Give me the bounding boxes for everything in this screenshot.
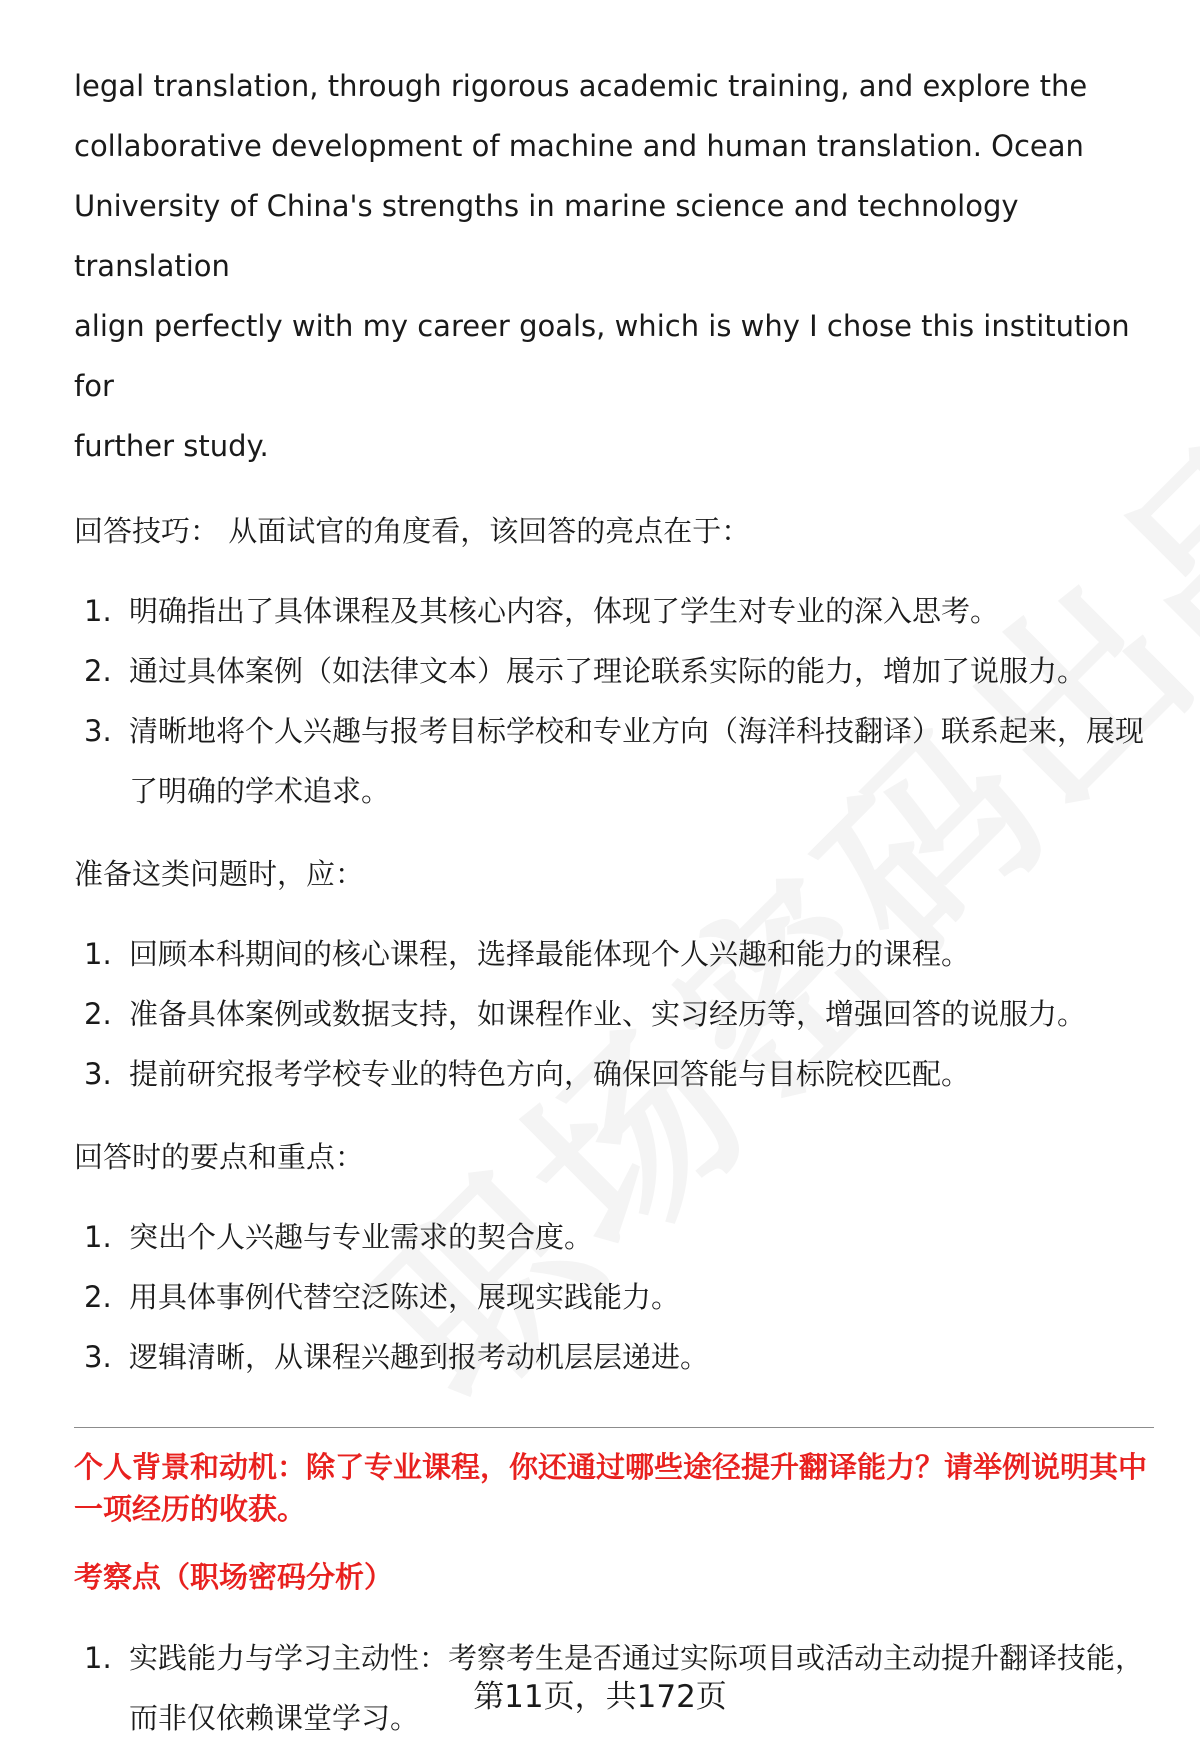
document-page bbox=[74, 56, 1154, 1748]
list-item bbox=[74, 1044, 1154, 1104]
list-text: 明确指出了具体课程及其核心内容，体现了学生对专业的深入思考。 bbox=[129, 594, 1000, 628]
list-number: 3. bbox=[84, 1340, 112, 1374]
section-divider bbox=[74, 1427, 1154, 1428]
list-number: 1. bbox=[84, 937, 112, 971]
list-number: 1. bbox=[84, 1220, 112, 1254]
list-text: 清晰地将个人兴趣与报考目标学校和专业方向（海洋科技翻译）联系起来，展现了明确的学术追求。 bbox=[129, 714, 1145, 808]
list-item bbox=[74, 984, 1154, 1044]
question-heading: 个人背景和动机：除了专业课程，你还通过哪些途径提升翻译能力？请举例说明其中一项经历的收获。 bbox=[74, 1450, 1148, 1526]
page-number: 第11页，共172页 bbox=[473, 1679, 727, 1715]
list-item bbox=[74, 924, 1154, 984]
analysis-heading: 考察点（职场密码分析） bbox=[74, 1560, 394, 1594]
list-item bbox=[74, 641, 1154, 701]
list-item bbox=[74, 1207, 1154, 1267]
list-text: 回顾本科期间的核心课程，选择最能体现个人兴趣和能力的课程。 bbox=[129, 937, 971, 971]
prepare-label: 准备这类问题时，应： bbox=[74, 857, 365, 891]
list-number: 1. bbox=[84, 1641, 112, 1675]
list-number: 2. bbox=[84, 997, 112, 1031]
list-item bbox=[74, 1327, 1154, 1387]
tips-label: 回答技巧： 从面试官的角度看，该回答的亮点在于： bbox=[74, 514, 751, 548]
list-item bbox=[74, 701, 1154, 821]
intro-paragraph bbox=[74, 56, 1154, 476]
list-number: 2. bbox=[84, 1280, 112, 1314]
list-number: 2. bbox=[84, 654, 112, 688]
tips-list bbox=[74, 581, 1154, 821]
list-item bbox=[74, 1267, 1154, 1327]
list-text: 准备具体案例或数据支持，如课程作业、实习经历等，增强回答的说服力。 bbox=[129, 997, 1087, 1031]
list-text: 突出个人兴趣与专业需求的契合度。 bbox=[129, 1220, 594, 1254]
list-text: 用具体事例代替空泛陈述，展现实践能力。 bbox=[129, 1280, 681, 1314]
list-item bbox=[74, 581, 1154, 641]
intro-line: University of China's strengths in marine science and technology translation bbox=[74, 189, 1019, 283]
prepare-list bbox=[74, 924, 1154, 1104]
list-text: 通过具体案例（如法律文本）展示了理论联系实际的能力，增加了说服力。 bbox=[129, 654, 1087, 688]
intro-line: collaborative development of machine and human translation. Ocean bbox=[74, 129, 1084, 163]
intro-line: align perfectly with my career goals, which is why I chose this institution for bbox=[74, 309, 1130, 403]
points-list bbox=[74, 1207, 1154, 1387]
points-label: 回答时的要点和重点： bbox=[74, 1140, 365, 1174]
list-number: 1. bbox=[84, 594, 112, 628]
list-text: 提前研究报考学校专业的特色方向，确保回答能与目标院校匹配。 bbox=[129, 1057, 971, 1091]
intro-line: legal translation, through rigorous academic training, and explore the bbox=[74, 69, 1088, 103]
list-text: 逻辑清晰，从课程兴趣到报考动机层层递进。 bbox=[129, 1340, 710, 1374]
list-number: 3. bbox=[84, 1057, 112, 1091]
list-text: 实践能力与学习主动性：考察考生是否通过实际项目或活动主动提升翻译技能，而非仅依赖课堂学习。 bbox=[129, 1641, 1145, 1735]
intro-line: further study. bbox=[74, 429, 269, 463]
list-number: 3. bbox=[84, 714, 112, 748]
